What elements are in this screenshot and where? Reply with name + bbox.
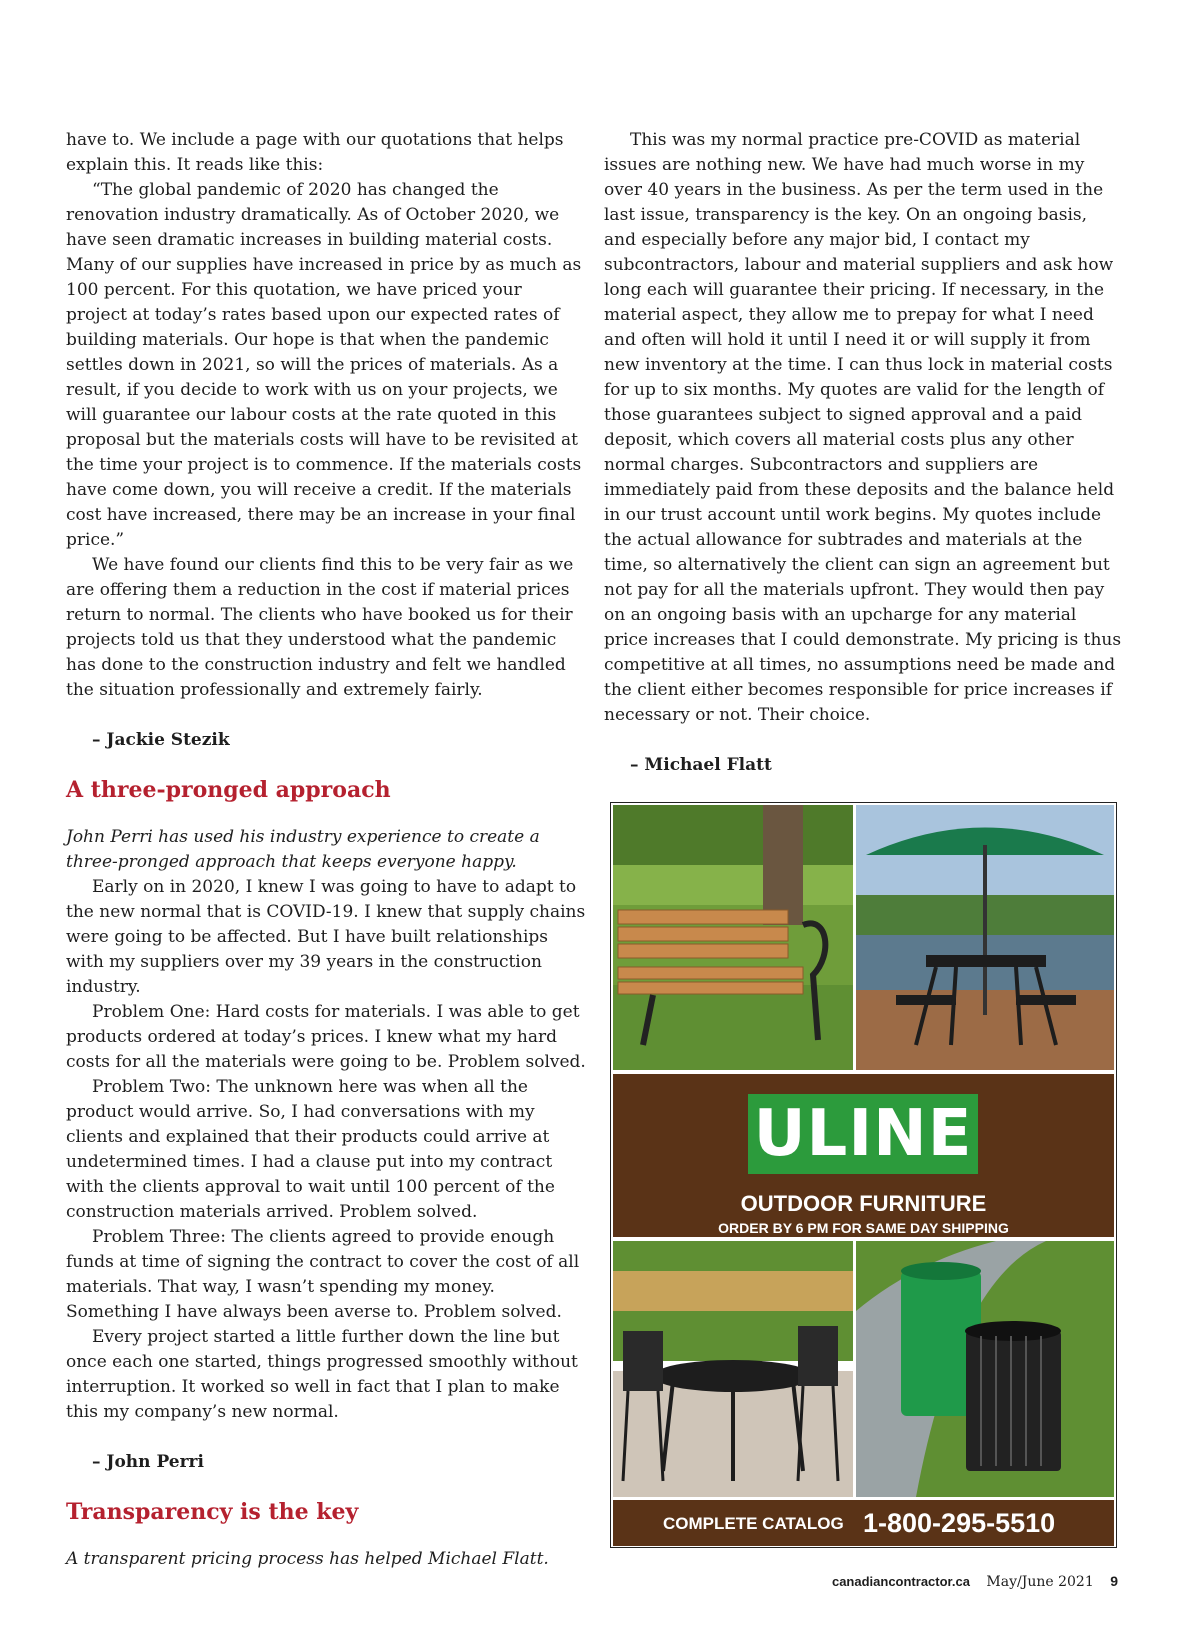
article-paragraph: Early on in 2020, I knew I was going to have to adapt to the new normal that is COVID-19. I knew that supply chains were going to be affected. But I have built relationships with my suppliers over my 39 years in the construction industry. <box>66 877 586 997</box>
left-column <box>66 128 586 1572</box>
section-intro: A transparent pricing process has helped Michael Flatt. <box>66 1549 549 1569</box>
article-paragraph: Problem One: Hard costs for materials. I was able to get products ordered at today’s prices. I knew what my hard costs for all the materials were going to be. Problem solved. <box>66 1002 586 1072</box>
ad-title: OUTDOOR FURNITURE <box>740 1191 987 1216</box>
section-heading-transparency: Transparency is the key <box>66 1499 359 1525</box>
signature-michael-flatt: – Michael Flatt <box>630 755 772 775</box>
site-url[interactable]: canadiancontractor.ca <box>831 1574 970 1589</box>
uline-logo: ULINE <box>748 1094 978 1174</box>
page-footer <box>832 1573 1118 1590</box>
article-paragraph: Every project started a little further down the line but once each one started, things progressed smoothly without interruption. It worked so well in fact that I plan to make this my company’s new normal. <box>66 1327 578 1422</box>
article-paragraph: Problem Two: The unknown here was when all the product would arrive. So, I had conversations with my clients and explained that their products could arrive at undetermined times. I had a clause put into my contract with the clients approval to wait until 100 percent of the construction materials arrived. Problem solved. <box>66 1077 555 1222</box>
ad-subtitle: ORDER BY 6 PM FOR SAME DAY SHIPPING <box>718 1220 1009 1236</box>
complete-catalog-label: COMPLETE CATALOG <box>663 1514 844 1533</box>
patio-set-photo <box>613 1241 853 1497</box>
section-intro: John Perri has used his industry experience to create a three-pronged approach that keeps everyone happy. <box>66 827 540 872</box>
phone-number[interactable]: 1-800-295-5510 <box>863 1508 1056 1538</box>
receptacles-photo <box>856 1241 1114 1497</box>
right-column <box>604 128 1124 778</box>
article-paragraph: Problem Three: The clients agreed to provide enough funds at time of signing the contract to cover the cost of all materials. That way, I wasn’t spending my money. Something I have always been averse to. Problem solved. <box>66 1227 580 1322</box>
ad-contact-band <box>613 1500 1114 1546</box>
article-paragraph: This was my normal practice pre-COVID as material issues are nothing new. We have had much worse in my over 40 years in the business. As per the term used in the last issue, transparency is the key. On an ongoing basis, and especially before any major bid, I contact my subcontractors, labour and material suppliers and ask how long each will guarantee their pricing. If necessary, in the material aspect, they allow me to prepay for what I need and often will hold it until I need it or will supply it from new inventory at the time. I can thus lock in material costs for up to six months. My quotes are valid for the length of those guarantees subject to signed approval and a paid deposit, which covers all material costs plus any other normal charges. Subcontractors and suppliers are immediately paid from these deposits and the balance held in our trust account until work begins. My quotes include the actual allowance for subtrades and materials at the time, so alternatively the client can sign an agreement but not pay for all the materials upfront. They would then pay on an ongoing basis with an upcharge for any material price increases that I could demonstrate. My pricing is thus competitive at all times, no assumptions need be made and the client either becomes responsible for price increases if necessary or not. Their choice. <box>604 130 1122 725</box>
quote-paragraph: “The global pandemic of 2020 has changed the renovation industry dramatically. As of October 2020, we have seen dramatic increases in building material costs. Many of our supplies have increased in price by as much as 100 percent. For this quotation, we have priced your project at today’s rates based upon our expected rates of building materials. Our hope is that when the pandemic settles down in 2021, so will the prices of materials. As a result, if you decide to work with us on your projects, we will guarantee our labour costs at the rate quoted in this proposal but the materials costs will have to be revisited at the time your project is to commence. If the materials costs have come down, you will receive a credit. If the materials cost have increased, there may be an increase in your final price.” <box>66 180 582 550</box>
article-paragraph: We have found our clients find this to be very fair as we are offering them a reduction in the cost if material prices return to normal. The clients who have booked us for their projects told us that they understood what the pandemic has done to the construction industry and felt we handled the situation professionally and extremely fairly. <box>66 555 574 700</box>
issue-date: May/June 2021 <box>986 1574 1094 1590</box>
section-heading-three-pronged: A three-pronged approach <box>66 777 391 803</box>
ad-brand-band <box>613 1074 1114 1237</box>
bench-photo <box>613 805 853 1070</box>
article-paragraph: have to. We include a page with our quotations that helps explain this. It reads like this: <box>66 130 564 175</box>
page-number: 9 <box>1110 1573 1118 1589</box>
signature-john-perri: – John Perri <box>92 1452 204 1472</box>
signature-jackie-stezik: – Jackie Stezik <box>92 730 230 750</box>
uline-advertisement[interactable] <box>610 802 1117 1548</box>
umbrella-table-photo <box>856 805 1114 1070</box>
